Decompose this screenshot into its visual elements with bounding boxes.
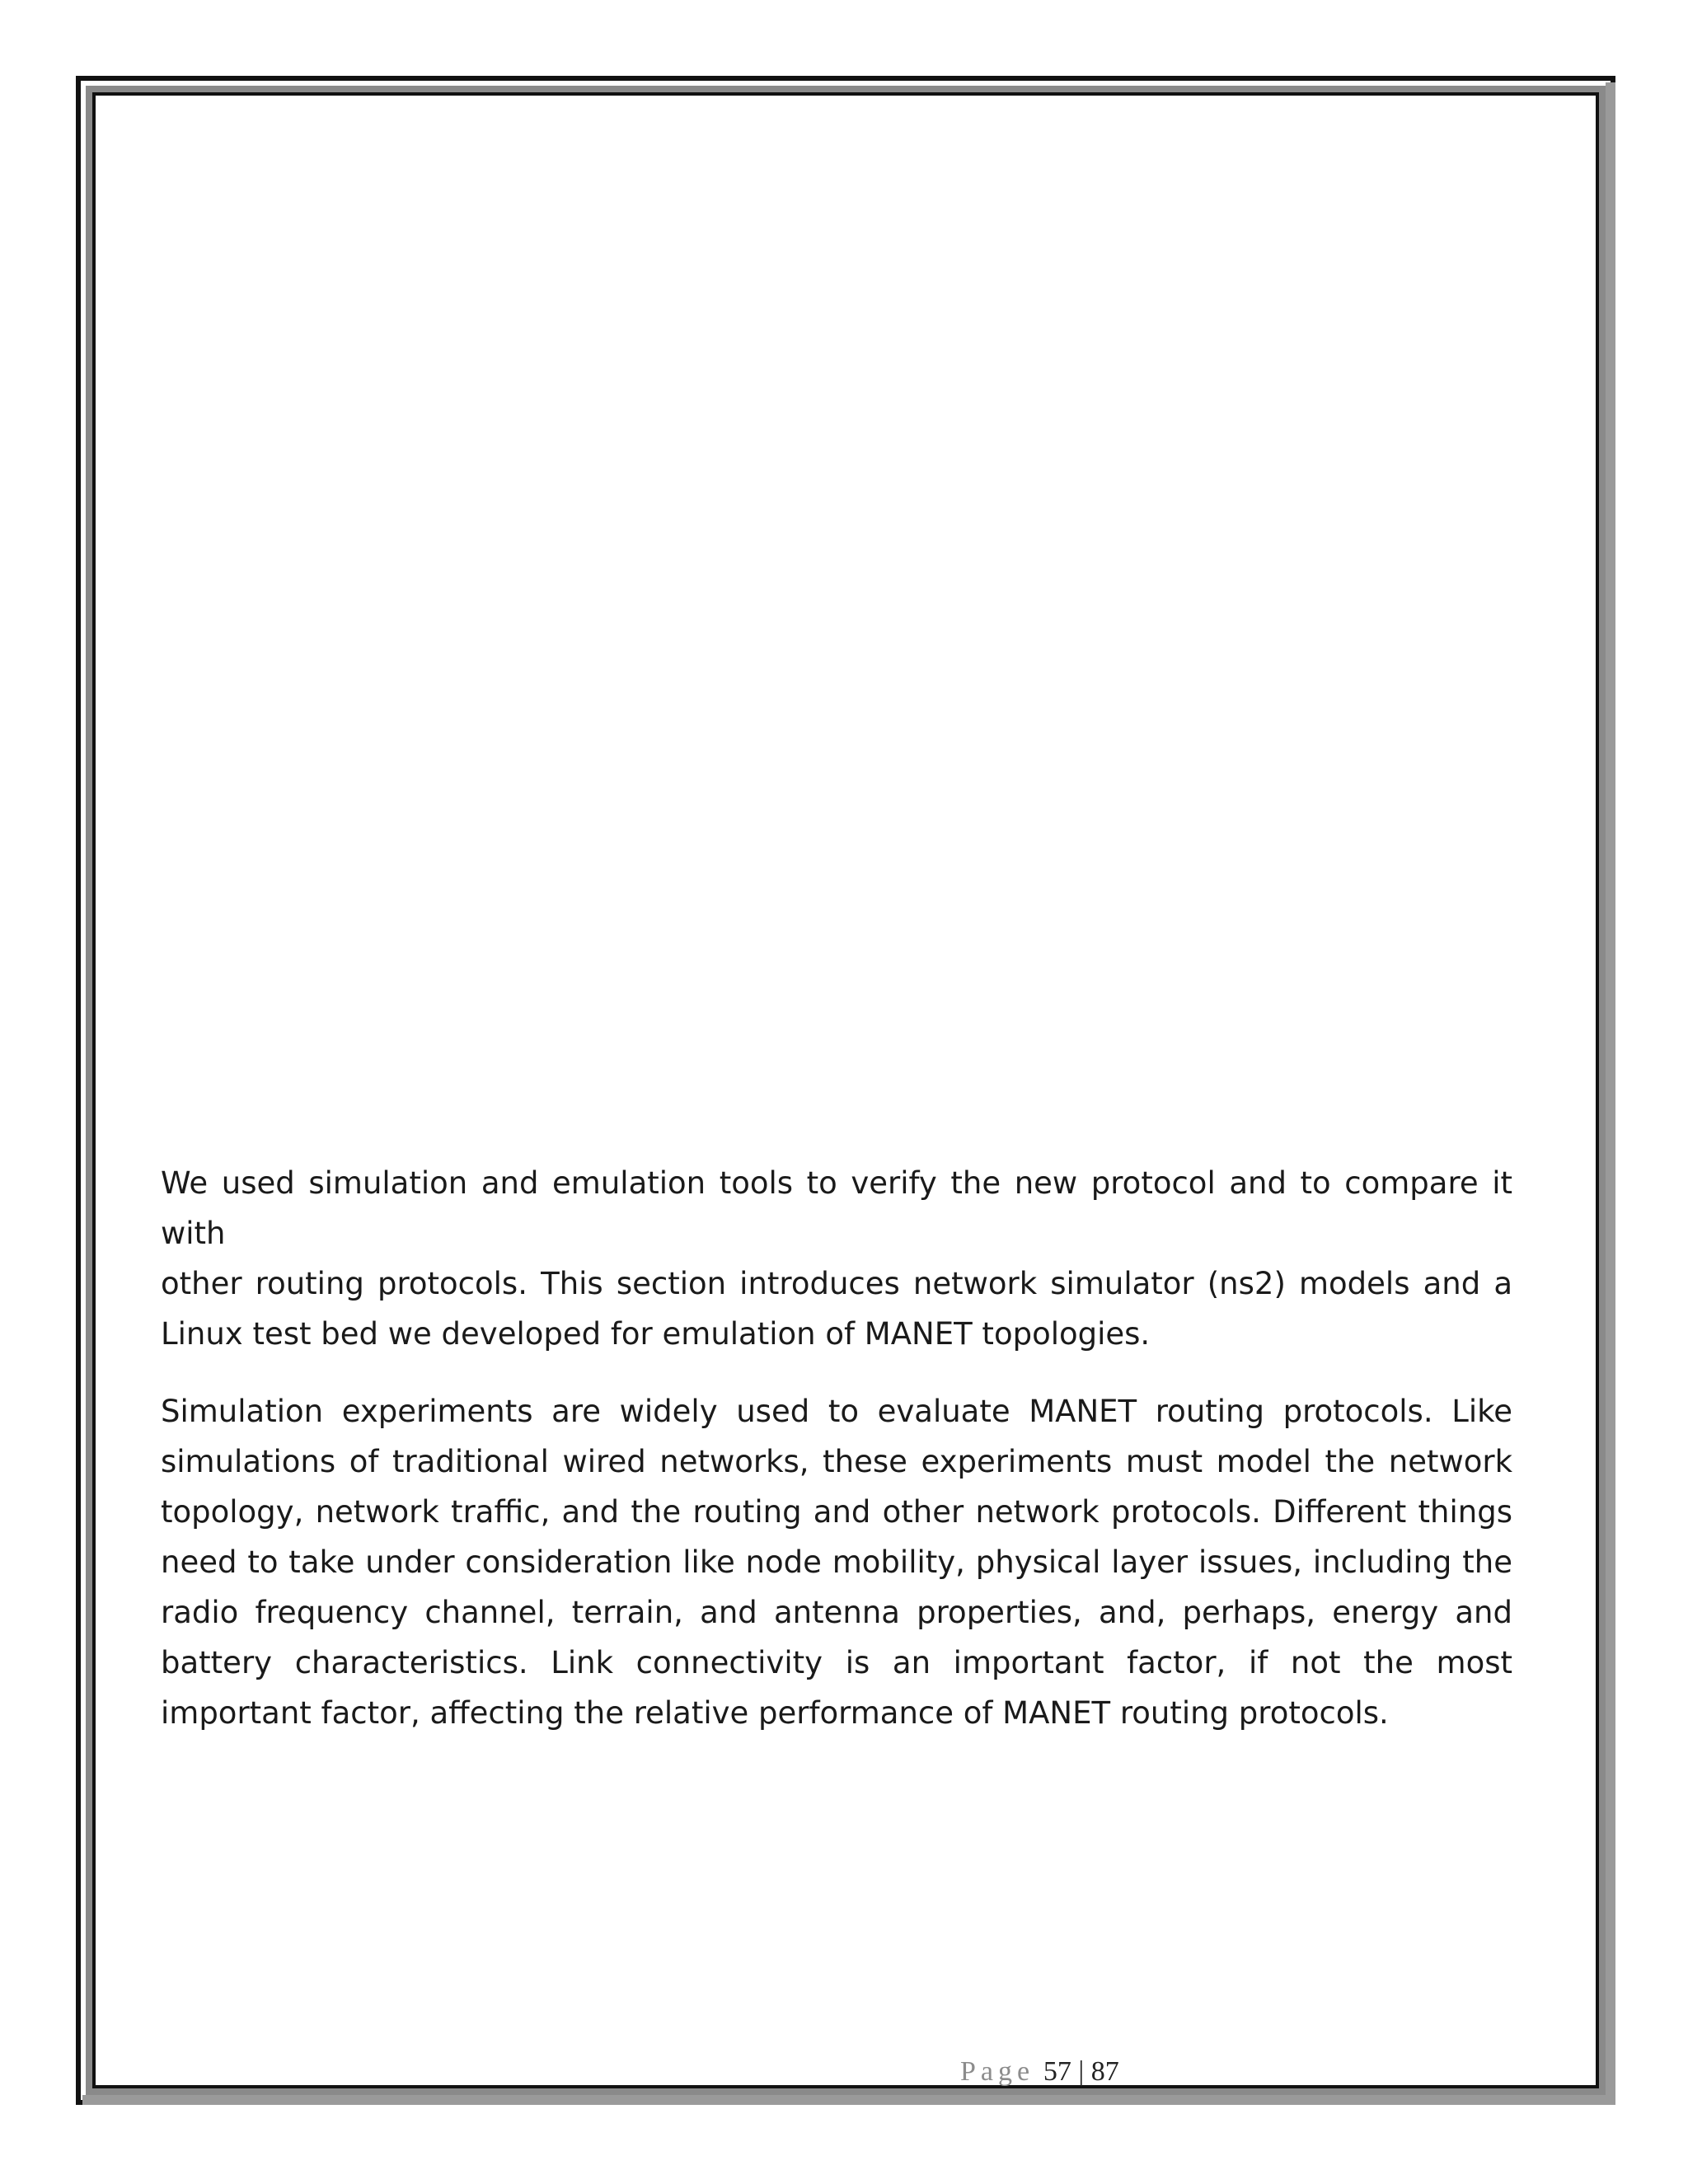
paragraph-line: with xyxy=(161,1216,226,1251)
paragraph-line: Linux test bed we developed for emulation of MANET topologies. xyxy=(161,1316,1151,1352)
page-border-inner xyxy=(92,92,1599,2088)
paragraph-intro xyxy=(161,1158,1512,1359)
page-footer xyxy=(960,2055,1119,2088)
page-border-shadow xyxy=(1606,82,1615,2105)
paragraph-simulation: Simulation experiments are widely used to evaluate MANET routing protocols. Like simulations of traditional wired networks, these experiments must model the network topology, network traffic, and the routing and other network protocols. Different things need to take under consideration like node mobility, physical layer issues, including the radio frequency channel, terrain, and antenna properties, and, perhaps, energy and battery characteristics. Link connectivity is an important factor, if not the most important factor, affecting the relative performance of MANET routing protocols. xyxy=(161,1394,1512,1731)
page-label: Page xyxy=(960,2056,1035,2087)
paragraph-line: other routing protocols. This section introduces network simulator (ns2) models and a xyxy=(161,1266,1512,1301)
page-border-shadow xyxy=(82,2095,1615,2105)
page-number: 57 | 87 xyxy=(1043,2056,1119,2087)
paragraph-line: We used simulation and emulation tools to verify the new protocol and to compare it xyxy=(161,1165,1512,1201)
